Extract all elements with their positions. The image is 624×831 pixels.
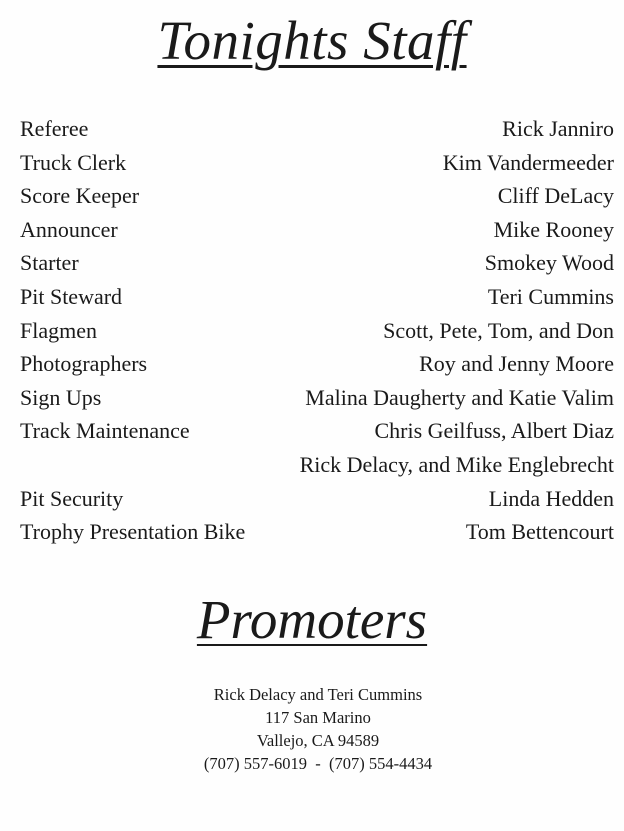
- staff-name: Scott, Pete, Tom, and Don: [383, 317, 614, 343]
- staff-row: [20, 112, 614, 146]
- staff-row: [20, 414, 614, 448]
- staff-name: Linda Hedden: [488, 485, 614, 511]
- promoter-city: Vallejo, CA 94589: [256, 731, 380, 750]
- staff-row: [20, 246, 614, 280]
- staff-row: [20, 381, 614, 415]
- staff-row: [20, 482, 614, 516]
- staff-row: [20, 280, 614, 314]
- promoter-address: 117 San Marino: [265, 708, 371, 727]
- staff-row: [20, 515, 614, 549]
- staff-row: [20, 146, 614, 180]
- staff-name: Tom Bettencourt: [465, 519, 614, 545]
- staff-role: Referee: [20, 116, 89, 141]
- staff-name: Chris Geilfuss, Albert Diaz: [374, 418, 614, 444]
- staff-role: Announcer: [20, 216, 118, 242]
- staff-name: Rick Janniro: [502, 116, 614, 141]
- promoters-contact: [0, 683, 624, 775]
- staff-role: Truck Clerk: [20, 149, 127, 175]
- staff-role: Pit Steward: [20, 283, 123, 309]
- promoters-heading: Promoters: [196, 589, 428, 650]
- staff-name: Malina Daugherty and Katie Valim: [305, 384, 614, 410]
- staff-row: [20, 448, 614, 482]
- staff-row: [20, 314, 614, 348]
- staff-list: [20, 112, 614, 549]
- staff-row: [20, 179, 614, 213]
- staff-name: Roy and Jenny Moore: [419, 351, 614, 377]
- staff-row: [20, 213, 614, 247]
- promoter-names: Rick Delacy and Teri Cummins: [213, 685, 423, 704]
- staff-name: Cliff DeLacy: [497, 183, 614, 209]
- promoter-phones: (707) 557-6019 - (707) 554-4434: [203, 754, 433, 773]
- staff-name: Kim Vandermeeder: [442, 149, 614, 175]
- staff-name: Teri Cummins: [487, 283, 614, 309]
- staff-role: Starter: [20, 250, 79, 276]
- staff-role: Track Maintenance: [20, 418, 190, 444]
- staff-role: Sign Ups: [20, 384, 102, 410]
- staff-row: [20, 347, 614, 381]
- staff-role: Score Keeper: [20, 183, 140, 209]
- staff-role: Flagmen: [20, 317, 97, 343]
- page-title: Tonights Staff: [157, 10, 467, 71]
- staff-role: Pit Security: [20, 485, 124, 511]
- staff-role: Photographers: [20, 351, 148, 377]
- staff-name: Smokey Wood: [484, 250, 614, 276]
- staff-role: Trophy Presentation Bike: [20, 519, 246, 545]
- staff-name: Rick Delacy, and Mike Englebrecht: [299, 451, 614, 477]
- staff-name: Mike Rooney: [493, 216, 614, 242]
